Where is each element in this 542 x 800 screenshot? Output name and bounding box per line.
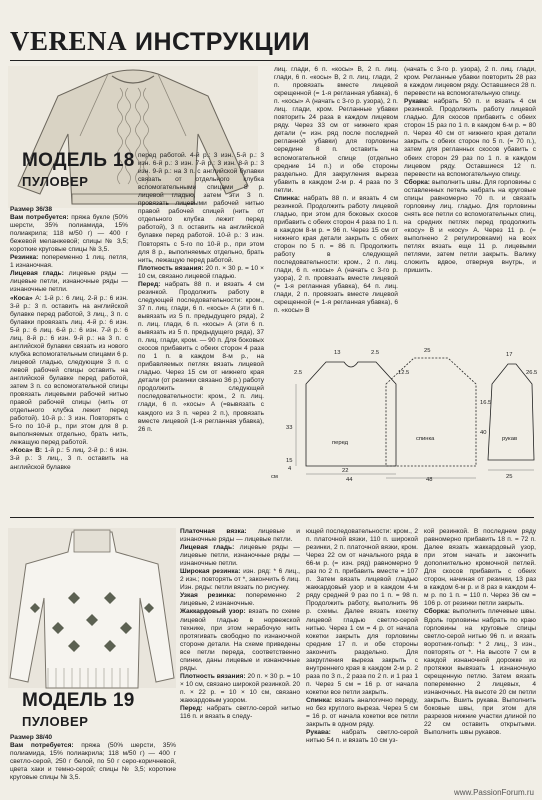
model18-heading — [22, 150, 135, 189]
instruction-paragraph — [180, 673, 300, 705]
model19-text-col2 — [180, 528, 300, 796]
schema-label: 4 — [288, 466, 292, 472]
paragraph-text: перед работой. 4-й р.: 3 изн. 5-й р.: 3 изн. 6-й р.: 3 изн. 7-й р.: 3 изн. 8-й р.: 3 изн. 9-й р.: на 3 п. с английской булавки связать от отдельного клубка вспомогательными спицами 8 р. лицевой гладью, затем эти 3 п. провязать лицевыми рабочей нитью правой рабочей спицей (нить от отдельного клубка лежит перед работой), 3 п. оставить на английской булавке перед работой. 10-й р.: 3 изн. Повторять с 5-го по 10-й р., при этом для 8 р., выполняемых отдельно, брать нить, лежащую перед работой. — [138, 152, 264, 264]
paragraph-heading: Вам потребуется: — [10, 214, 69, 222]
paragraph-heading: Перед: — [138, 280, 161, 288]
paragraph-text: лицевые и изнаночные ряды — лицевые петли. — [180, 528, 300, 544]
paragraph-text: набрать 88 п. и вязать 4 см резинкой. Продолжить работу в следующей последовательности: кром., 37 п. лиц. глади, 6 п. «косы» А (эти 6 п. вывязать из 5 п. предыдущего ряда), 2 п. лиц. глади, 6 п. «косы» А (эти 6 п. вывязать из 5 п. предыдущего ряда), 37 п. лиц. глади, кром. — 90 п. Для боковых скосов прибавить с обеих сторон 4 раза по 1 п. в каждом 8-м р., на прибавляемых петлях вязать лицевой гладью. Через 15 см от нижнего края детали (от резинки связано 36 р.) работу продолжить в следующей последовательности: кром., 2 п. лиц. глади, 6 п. «косы» А (=вывязать с каждого из 3 п. через 2 п.), провязать вместе лицевой (1-я регланная убавка), 26 п. — [138, 280, 264, 433]
instruction-paragraph — [306, 697, 418, 729]
schema-label: 44 — [346, 477, 353, 483]
schema-label: 25 — [506, 474, 513, 480]
paragraph-heading: Рукава: — [306, 729, 331, 737]
instruction-paragraph — [306, 528, 418, 697]
instruction-paragraph — [180, 705, 300, 721]
instruction-paragraph — [306, 729, 418, 745]
watermark: www.PassionForum.ru — [453, 788, 534, 797]
instruction-paragraph — [138, 265, 264, 281]
paragraph-text: пряжа (50% шерсти, 35% полиамида, 15% полиакрила; 118 м/50 г) — 400 г светло-серой, 250 г белой, по 50 г серо-коричневой, цвета хаки и темно-серой; спицы № 3,5; короткие круговые спицы № 3,5. — [10, 742, 176, 782]
model19-number: МОДЕЛЬ 19 — [22, 690, 135, 711]
paragraph-text: вязать аналогично переду, но без круглого выреза. Через 5 см = 16 р. от начала кокетки все петли закрыть в одном ряду. — [306, 696, 418, 729]
paragraph-text: выполнить швы. Для горловины с оставленных петель набрать на круговые спицы равномерно 70 п. и связать горловину лиц. гладью. Для горловины снять все петли со вспомогательных спиц, на средних петлях перед продолжить «косу» В и «косу» А. Через 11 р. (= выполнено 2 регулировками) на всех петлях вязать еще 11 р. лицевыми петлями, затем петли закрыть. Валику сложить вдвое, отвернув внутрь, и пришить. — [404, 178, 536, 275]
schema-label: 13 — [334, 350, 341, 356]
model19-text-col3 — [306, 528, 418, 796]
paragraph-text: А: 1-й р.: 6 лиц. 2-й р.: 6 изн. 3-й р.: 3 п. оставить на английской булавке перед работой, 3 лиц., 3 п. с булавки провязать лиц. 4-й р.: 6 изн. 5-й р.: 6 лиц. 6-й р.: 6 изн. 7-й р.: 6 лиц. 8-й р.: 6 изн. 9-й р.: на 3 п. с английской булавки связать из нового клубка вспомогательным спицами 6 р. лицевой гладью, следующие 3 п. с левой рабочей спицы оставить на английской булавке перед работой, затем 3 п. со вспомогательной спицы провязать лицевыми рабочей нитью правой рабочей спицы (нить от отдельного клубка лежит перед работой). 10-й р.: 3 изн. Повторять с 5-го по 10-й р., при этом для 8 р. выполняемых отдельно, брать нить, лежащую перед работой. — [10, 294, 128, 447]
instruction-paragraph — [180, 528, 300, 544]
paragraph-heading: Вам потребуется: — [10, 742, 74, 750]
schema-label: 22 — [342, 468, 349, 474]
model18-pattern-schema — [266, 344, 536, 482]
paragraph-heading: Лицевая гладь: — [180, 544, 235, 552]
instruction-paragraph — [10, 254, 128, 270]
paragraph-text: лиц. глади, 6 п. «косы» В, 2 п. лиц. глади, 6 п. «косы» В, 2 п. лиц. глади, 2 п. провязать вместе лицевой скрещенной (= 1-я регланная убавка), 6 п. «косы» А (начать с 3-го р. узора), 2 п. лиц. глади, кром. Регланные убавки повторить 24 раза в каждом лицевом ряду. Через 33 см от нижнего края детали (= изн. ряд после последней регланной убавки) для горловины середине 8 п. оставить на вспомогательной спице (отдельно средние 14 п.) и обе стороны раздельно. Для закругления выреза убавить в каждом 2-м р. 4 раза по 3 петли. — [274, 66, 398, 194]
page-header — [10, 26, 310, 60]
paragraph-text: выполнить плечевые швы. Вдоль горловины набрать по краю горловины на круговые спицы светло-серой нитью 96 п. и вязать воротник-гольф: * 2 лиц., 3 изн., повторять от *. На высоте 7 см в каждой изнаночной дорожке из протяжки вывязать 1 изнаночную скрещенную петлю. Затем вязать попеременно 2 лицевых, 4 изнаночных. На высоте 20 см петли закрыть. Вшить рукава. Выполнить боковые швы, при этом для разрезов нижние участки длиной по 22 см оставить открытыми. Выполнить швы рукавов. — [424, 608, 536, 737]
header-divider — [10, 60, 534, 61]
schema-label: см — [271, 474, 278, 480]
instruction-paragraph — [10, 214, 128, 254]
model19-photo — [8, 528, 176, 688]
schema-label: 2.5 — [294, 370, 303, 376]
paragraph-text: (начать с 3-го р. узора), 2 п. лиц. глади, кром. Регланные убавки повторить 28 раз в каждом лицевом ряду. Оставшиеся 28 п. перевести на вспомогательную спицу. — [404, 66, 536, 98]
model19-text-col4 — [424, 528, 536, 796]
paragraph-heading: Размер 36/38 — [10, 206, 53, 213]
section-divider — [10, 517, 534, 518]
instruction-paragraph — [10, 742, 176, 782]
schema-label: 48 — [426, 477, 433, 483]
paragraph-text: ющей последовательности: кром., 2 п. платочной вязки, 110 п. широкой резинки, 2 п. платочной вязки, кром. Через 22 см от начального ряда в 66-м р. (= изн. ряд) равномерно 9 раз по 2 п. прибавить вместе = 107 п. Затем вязать лицевой гладью жаккардовый узор и в каждом 4-м ряду средней 9 раз по 1 п. = 98 п. Продолжить работу, выполнить 96 р. схемы. Далее вязать кокетку лицевой гладью светло-серой нитью. Через 1 см = 4 р. от начала кокетки закрыть для горловины средние 17 п. и обе стороны закончить раздельно. Для закругления выреза закрыть с внутреннего края в каждом 2-м р. 2 раза по 3 п., 2 раза по 2 п. и 1 раз 1 п. Через 5 см = 16 р. от начала кокетки все петли закрыть. — [306, 528, 418, 696]
paragraph-text: попеременно 2 лицевые, 2 изнаночные. — [180, 592, 300, 608]
paragraph-heading: Резинка: — [10, 254, 39, 262]
paragraph-text: попеременно 1 лиц. петля, 1 изнаночная. — [10, 254, 128, 270]
paragraph-text: набрать светло-серой нитью 116 п. и вязать в следу- — [180, 705, 300, 721]
schema-label: 17 — [506, 352, 513, 358]
model19-item: ПУЛОВЕР — [22, 714, 89, 729]
schema-label: рукав — [502, 436, 518, 442]
paragraph-text: набрать 50 п. и вязать 4 см резинкой. Продолжить работу лицевой гладью. Для скосов прибавить с обеих сторон 15 раз по 1 п. в каждом 6-м р. = 80 п. Через 40 см от нижнего края детали закрыть с обеих сторон по 5 п. (= 70 п.), затем для регланных скосов убавить с обеих сторон 29 раз по 1 п. в каждом лицевом ряду. Оставшиеся 12 п. перевести на вспомогательную спицу. — [404, 98, 536, 178]
schema-label: 26.5 — [526, 370, 538, 376]
paragraph-heading: «Коса» — [10, 294, 33, 302]
paragraph-text: кой резинкой. В последнем ряду равномерно прибавить 18 п. = 72 п. Далее вязать жаккардовый узор, при этом начать и закончить дополнительно кромочной петлей. Для скосов прибавить с обеих сторон, начиная от резинки, 13 раз в каждом 6-м р. и 8 раз в каждом 4-м р. по 1 п. = 110 п. Через 36 см = 106 р. от резинки петли закрыть. — [424, 528, 536, 608]
paragraph-heading: Лицевая гладь: — [10, 270, 64, 278]
paragraph-heading: Рукава: — [404, 98, 429, 106]
paragraph-heading: Перед: — [180, 705, 203, 713]
instruction-paragraph — [10, 270, 128, 294]
instruction-paragraph — [404, 66, 536, 98]
paragraph-heading: Спинка: — [306, 696, 332, 704]
paragraph-text: 20 п. × 30 р. = 10 × 10 см, связано широкой резинкой. 20 п. × 22 р. = 10 × 10 см, связано жаккардовым узором. — [180, 672, 301, 704]
instruction-paragraph — [138, 281, 264, 434]
paragraph-text: лицевые ряды — лицевые петли, изнаночные ряды — изнаночные петли. — [10, 270, 128, 294]
paragraph-heading: Широкая резинка: — [180, 568, 241, 576]
schema-label: 15 — [286, 458, 293, 464]
brand-logo: VERENA — [10, 26, 128, 56]
model18-text-col2 — [138, 152, 264, 512]
schema-label: 12.5 — [398, 370, 410, 376]
page-title: ИНСТРУКЦИИ — [135, 28, 311, 56]
paragraph-heading: Спинка: — [274, 194, 300, 202]
instruction-paragraph — [138, 152, 264, 265]
schema-label: 33 — [286, 425, 293, 431]
paragraph-heading: Плотность вязания: — [138, 264, 204, 272]
paragraph-text: вязать по схеме лицевой гладью в норвежской технике, при этом нерабочую нить протягивать свободно по изнаночной стороне детали. На схеме приведены все петли переда, соответственно спинки, даны лицевые и изнаночные ряды. — [180, 608, 300, 672]
paragraph-heading: Жаккардовый узор: — [180, 608, 246, 616]
schema-label: 40 — [480, 430, 487, 436]
paragraph-text: 1-й р.: 5 лиц. 2-й р.: 6 изн. 3-й р.: 3 лиц., 3 п. оставить на английской булавке — [10, 447, 128, 471]
model18-text-col3 — [274, 66, 398, 344]
schema-label: 2.5 — [371, 350, 380, 356]
instruction-paragraph — [10, 295, 128, 448]
paragraph-text: 20 п. × 30 р. = 10 × 10 см, связано лицевой гладью. — [138, 264, 264, 280]
instruction-paragraph — [404, 98, 536, 178]
schema-label: перед — [332, 440, 349, 446]
model18-number: МОДЕЛЬ 18 — [22, 150, 135, 171]
paragraph-heading: Сборка: — [424, 608, 450, 616]
paragraph-text: набрать 88 п. и вязать 4 см резинкой. Продолжить работу лицевой гладью, при этом для боковых скосов прибавить с обеих сторон 4 раза по 1 п. в каждом 8-м р. = 96 п. Через 15 см от нижнего края детали закрыть с обеих сторон по 5 п. = 86 п. Продолжить работу в следующей последовательности: кром., 2 п. лиц. глади, 6 п. «косы» А (начать с 3-го р. узора), 2 п. провязать вместе лицевой (= 1-я регланная убавка), 64 п. лиц. глади, 2 п. провязать вместе лицевой скрещенной (= 1-я регланная убавка), 6 п. «косы» В — [274, 194, 398, 315]
paragraph-heading: Платочная вязка: — [180, 528, 247, 535]
instruction-paragraph — [404, 179, 536, 276]
instruction-paragraph — [424, 528, 536, 608]
model18-item: ПУЛОВЕР — [22, 174, 89, 189]
paragraph-text: изн. ряд: * 6 лиц., 2 изн.; повторять от *, закончить 6 лиц. Изн. ряды: петли вязать по рисунку. — [180, 568, 300, 592]
paragraph-heading: Сборка: — [404, 178, 430, 186]
paragraph-text: пряжа букле (50% шерсти, 35% полиамида, 15% полиакрила; 118 м/50 г) — 400 г бежевой меланжевой; спицы № 3,5; короткие круговые спицы № 3,5. — [10, 214, 128, 254]
paragraph-heading: «Коса» В: — [10, 447, 43, 455]
model19-text-col1 — [10, 734, 176, 796]
paragraph-text: лицевые ряды — лицевые петли, изнаночные ряды — изнаночные петли. — [180, 544, 300, 568]
instruction-paragraph — [180, 592, 300, 608]
schema-label: спинка — [416, 436, 435, 442]
model19-heading — [22, 690, 135, 729]
instruction-paragraph — [10, 734, 176, 742]
paragraph-text: набрать светло-серой нитью 54 п. и вязать 10 см уз- — [306, 729, 418, 745]
paragraph-heading: Плотность вязания: — [180, 672, 246, 680]
paragraph-heading: Узкая резинка: — [180, 592, 236, 600]
paragraph-heading: Размер 38/40 — [10, 734, 53, 741]
instruction-paragraph — [10, 206, 128, 214]
instruction-paragraph — [180, 608, 300, 672]
instruction-paragraph — [424, 608, 536, 737]
instruction-paragraph — [180, 544, 300, 568]
schema-label: 16.5 — [480, 400, 492, 406]
model18-text-col4 — [404, 66, 536, 344]
instruction-paragraph — [180, 568, 300, 592]
instruction-paragraph — [10, 447, 128, 471]
schema-label: 25 — [424, 348, 431, 354]
instruction-paragraph — [274, 195, 398, 316]
model18-text-col1 — [10, 206, 128, 512]
instruction-paragraph — [274, 66, 398, 195]
